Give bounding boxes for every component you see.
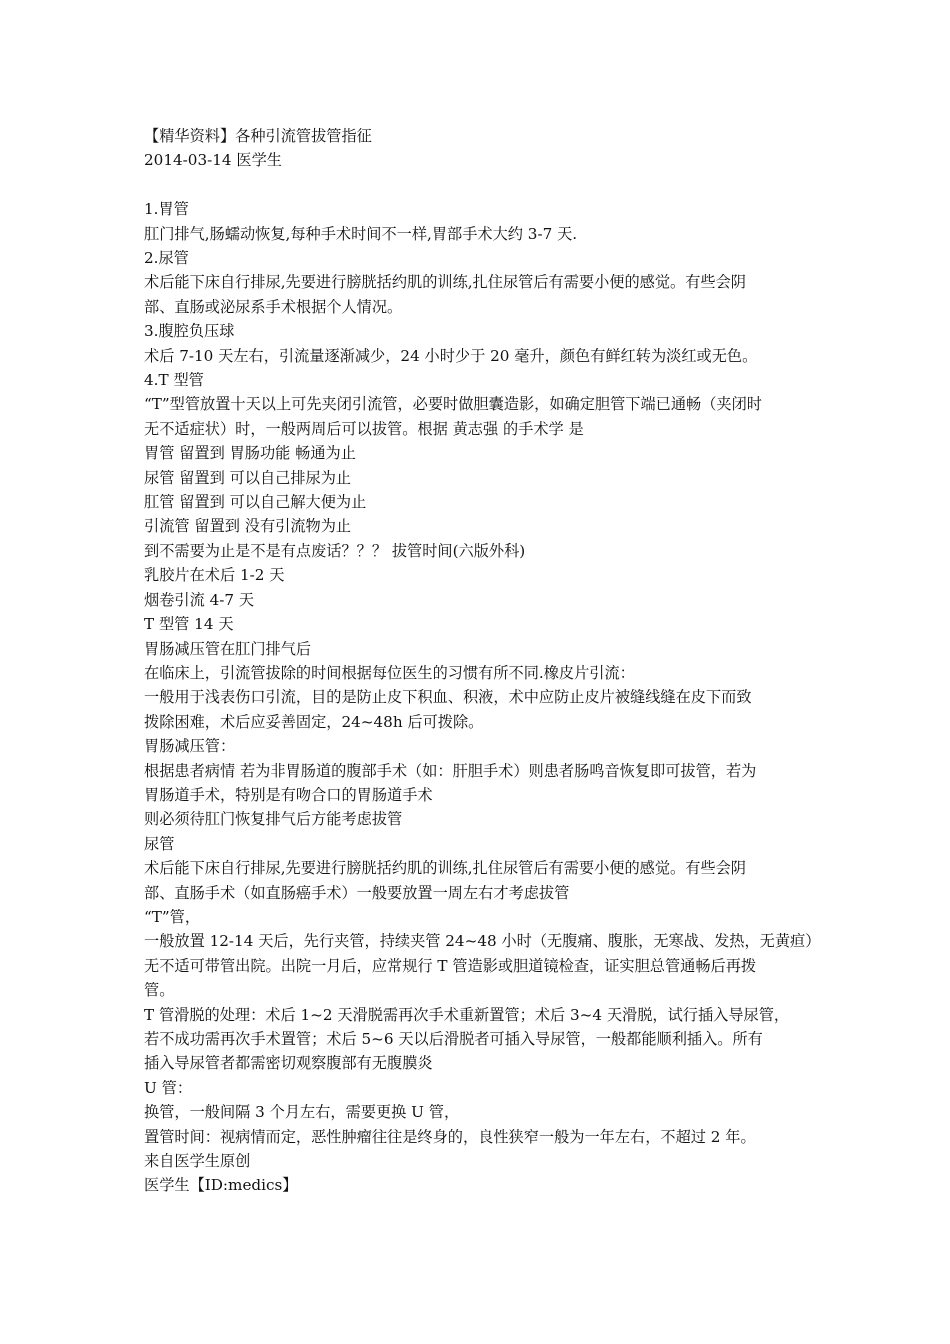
text-line: 胃肠道手术，特别是有吻合口的胃肠道手术 — [144, 785, 433, 804]
text-line: 无不适可带管出院。出院一月后，应常规行 T 管造影或胆道镜检查，证实胆总管通畅后再拨 — [144, 956, 757, 975]
text-line: 若不成功需再次手术置管；术后 5~6 天以后滑脱者可插入导尿管，一般都能顺利插入。所有 — [144, 1030, 763, 1049]
text-line: 根据患者病情 若为非胃肠道的腹部手术（如：肝胆手术）则患者肠鸣音恢复即可拔管，若为 — [144, 761, 757, 780]
text-line: 部、直肠或泌尿系手术根据个人情况。 — [144, 297, 403, 316]
text-line: 插入导尿管者都需密切观察腹部有无腹膜炎 — [144, 1054, 433, 1073]
text-line: 烟卷引流 4-7 天 — [144, 590, 255, 609]
document-date-author: 2014-03-14 医学生 — [144, 151, 282, 170]
text-line: 则必须待肛门恢复排气后方能考虑拔管 — [144, 810, 403, 829]
text-line: 管。 — [144, 981, 175, 1000]
text-line: 医学生【ID:medics】 — [144, 1176, 298, 1195]
text-line: “T”型管放置十天以上可先夹闭引流管，必要时做胆囊造影，如确定胆管下端已通畅（夹闭时 — [144, 395, 762, 414]
text-line: 到不需要为止是不是有点废话？？？ 拔管时间(六版外科) — [144, 541, 526, 560]
text-line: 尿管 — [144, 834, 175, 853]
text-line: 一般放置 12-14 天后，先行夹管，持续夹管 24~48 小时（无腹痛、腹胀，无寒战、发热，无黄疸） — [144, 932, 821, 951]
text-line: 肛管 留置到 可以自己解大便为止 — [144, 493, 367, 512]
text-line: 1.胃管 — [144, 200, 189, 219]
text-line: 部、直肠手术（如直肠癌手术）一般要放置一周左右才考虑拔管 — [144, 883, 570, 902]
text-line: 3.腹腔负压球 — [144, 322, 235, 341]
text-line: 术后能下床自行排尿,先要进行膀胱括约肌的训练,扎住尿管后有需要小便的感觉。有些会阴 — [144, 273, 746, 292]
text-line: 2.尿管 — [144, 249, 189, 268]
text-line: 术后 7-10 天左右，引流量逐渐减少，24 小时少于 20 毫升，颜色有鲜红转为淡红或无色。 — [144, 346, 758, 365]
text-line: 胃肠减压管： — [144, 737, 236, 756]
text-line: U 管： — [144, 1078, 193, 1097]
text-line: 尿管 留置到 可以自己排尿为止 — [144, 468, 352, 487]
text-line: 换管，一般间隔 3 个月左右，需要更换 U 管， — [144, 1103, 460, 1122]
text-line: 乳胶片在术后 1-2 天 — [144, 566, 285, 585]
document-title: 【精华资料】各种引流管拔管指征 — [144, 127, 372, 145]
text-line: 来自医学生原创 — [144, 1152, 251, 1171]
text-line: T 管滑脱的处理：术后 1~2 天滑脱需再次手术重新置管；术后 3~4 天滑脱，试行插入导尿管， — [144, 1005, 790, 1024]
document-page — [144, 124, 821, 1198]
text-line: 在临床上，引流管拔除的时间根据每位医生的习惯有所不同.橡皮片引流： — [144, 663, 635, 682]
text-line: 肛门排气,肠蠕动恢复,每种手术时间不一样,胃部手术大约 3-7 天. — [144, 224, 578, 243]
text-line: 一般用于浅表伤口引流，目的是防止皮下积血、积液，术中应防止皮片被缝线缝在皮下而致 — [144, 688, 752, 707]
text-line: “T”管， — [144, 907, 201, 926]
text-line: 术后能下床自行排尿,先要进行膀胱括约肌的训练,扎住尿管后有需要小便的感觉。有些会阴 — [144, 859, 746, 878]
text-line: T 型管 14 天 — [144, 615, 234, 634]
text-line: 拨除困难，术后应妥善固定，24~48h 后可拨除。 — [144, 712, 484, 731]
text-line: 胃肠减压管在肛门排气后 — [144, 639, 312, 658]
text-line: 胃管 留置到 胃肠功能 畅通为止 — [144, 444, 356, 463]
blank-line — [144, 173, 812, 197]
text-line: 无不适症状）时，一般两周后可以拔管。根据 黄志强 的手术学 是 — [144, 419, 584, 438]
text-line: 引流管 留置到 没有引流物为止 — [144, 517, 352, 536]
text-line: 置管时间：视病情而定，恶性肿瘤往往是终身的，良性狭窄一般为一年左右，不超过 2 年。 — [144, 1127, 756, 1146]
text-line: 4.T 型管 — [144, 371, 204, 390]
